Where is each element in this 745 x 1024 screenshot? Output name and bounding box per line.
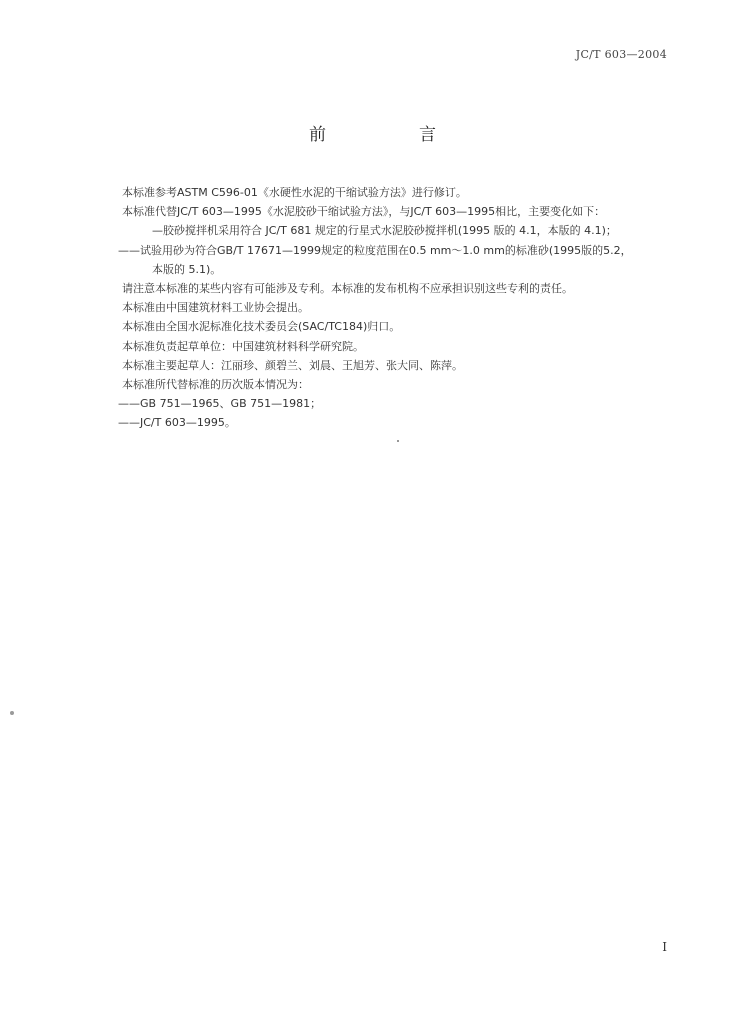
history-item-jct603: ——JC/T 603—1995。 xyxy=(118,416,236,430)
history-item-gb751: ——GB 751—1965、GB 751—1981； xyxy=(118,397,322,411)
page-number: I xyxy=(662,940,667,954)
paragraph-drafting-unit: 本标准负责起草单位：中国建筑材料科学研究院。 xyxy=(122,339,364,353)
paragraph-reference: 本标准参考ASTM C596-01《水硬性水泥的干缩试验方法》进行修订。 xyxy=(122,186,467,199)
scan-speck xyxy=(397,440,399,442)
paragraph-replaces: 本标准代替JC/T 603—1995《水泥胶砂干缩试验方法》，与JC/T 603—1995相比，主要变化如下： xyxy=(122,205,606,219)
scan-mark xyxy=(10,711,14,715)
paragraph-proposed-by: 本标准由中国建筑材料工业协会提出。 xyxy=(122,301,309,315)
paragraph-centralized-by: 本标准由全国水泥标准化技术委员会(SAC/TC184)归口。 xyxy=(122,320,401,334)
change-item-sand-continued: 本版的 5.1)。 xyxy=(152,262,222,276)
paragraph-drafters: 本标准主要起草人：江丽珍、颜碧兰、刘晨、王旭芳、张大同、陈萍。 xyxy=(122,358,463,372)
paragraph-history-intro: 本标准所代替标准的历次版本情况为： xyxy=(122,377,309,391)
foreword-body xyxy=(118,183,682,432)
change-item-sand: ——试验用砂为符合GB/T 17671—1999规定的粒度范围在0.5 mm～1.0 mm的标准砂(1995版的5.2， xyxy=(118,243,632,257)
page-title: 前 言 xyxy=(309,125,474,145)
standard-code: JC/T 603—2004 xyxy=(575,48,667,61)
paragraph-patent-notice: 请注意本标准的某些内容有可能涉及专利。本标准的发布机构不应承担识别这些专利的责任。 xyxy=(122,281,573,295)
change-item-mixer: —胶砂搅拌机采用符合 JC/T 681 规定的行星式水泥胶砂搅拌机(1995 版的 4.1，本版的 4.1)； xyxy=(152,224,617,238)
